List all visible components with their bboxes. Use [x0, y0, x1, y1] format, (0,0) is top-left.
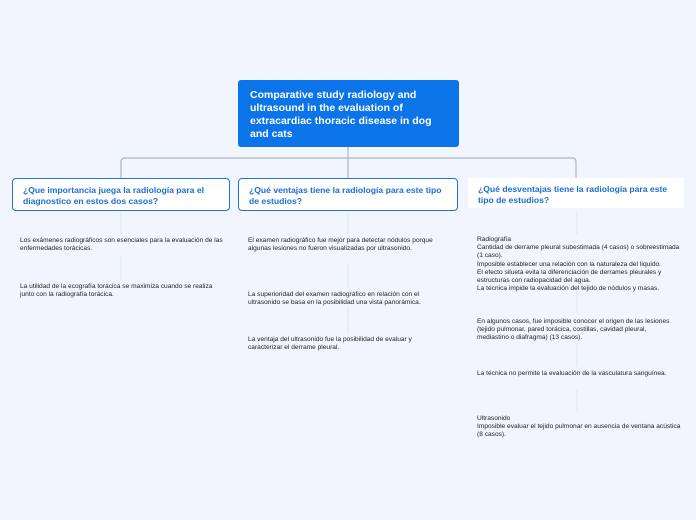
- branch-importance[interactable]: [12, 178, 230, 211]
- branch-disadvantages-title: ¿Qué desventajas tiene la radiología para este tipo de estudios?: [478, 184, 668, 205]
- leaf-advantages-1[interactable]: El examen radiográfico fue mejor para detectar nódulos porque algunas lesiones no fueron visualizadas por ultrasonido.: [248, 237, 433, 253]
- leaf-importance-2[interactable]: La utilidad de la ecografía torácica se maximiza cuando se realiza junto con la radiografía torácica.: [20, 283, 213, 299]
- leaf-importance-1[interactable]: Los exámenes radiográficos son esenciales para la evaluación de las enfermedades torácicas.: [20, 237, 223, 253]
- branch-disadvantages[interactable]: [468, 178, 684, 208]
- central-topic[interactable]: [238, 80, 459, 147]
- leaf-disadvantages-3[interactable]: La técnica no permite la evaluación de la vasculatura sanguínea.: [477, 370, 667, 377]
- central-topic-title: Comparative study radiology and ultrasound in the evaluation of extracardiac thoracic disease in dog and cats: [250, 89, 432, 140]
- leaf-advantages-3[interactable]: La ventaja del ultrasonido fue la posibilidad de evaluar y caracterizar el derrame pleural.: [248, 336, 412, 352]
- leaf-disadvantages-1[interactable]: Radiografía Cantidad de derrame pleural subestimada (4 casos) o sobreestimada (1 caso). Imposible establecer una relación con la naturaleza del líquido. El efecto silueta evita la diferenciación de derrames pleurales y estructuras con radiopacidad del agua. La técnica impide la evaluación del tejido de nódulos y masas.: [477, 236, 680, 293]
- branch-advantages-title: ¿Qué ventajas tiene la radiología para este tipo de estudios?: [249, 185, 442, 206]
- branch-importance-title: ¿Que importancia juega la radiología para el diagnostico en estos dos casos?: [23, 185, 204, 206]
- leaf-advantages-2[interactable]: La superioridad del examen radiográfico en relación con el ultrasonido se basa en la posibilidad una vista panorámica.: [248, 291, 421, 307]
- leaf-disadvantages-4[interactable]: Ultrasonido Imposible evaluar el tejido pulmonar en ausencia de ventana acústica (8 casos).: [477, 415, 681, 439]
- branch-advantages[interactable]: [238, 178, 458, 211]
- leaf-disadvantages-2[interactable]: En algunos casos, fue imposible conocer el origen de las lesiones (tejido pulmonar, pared torácica, costillas, cavidad pleural, mediastino o diafragma) (13 casos).: [477, 318, 670, 342]
